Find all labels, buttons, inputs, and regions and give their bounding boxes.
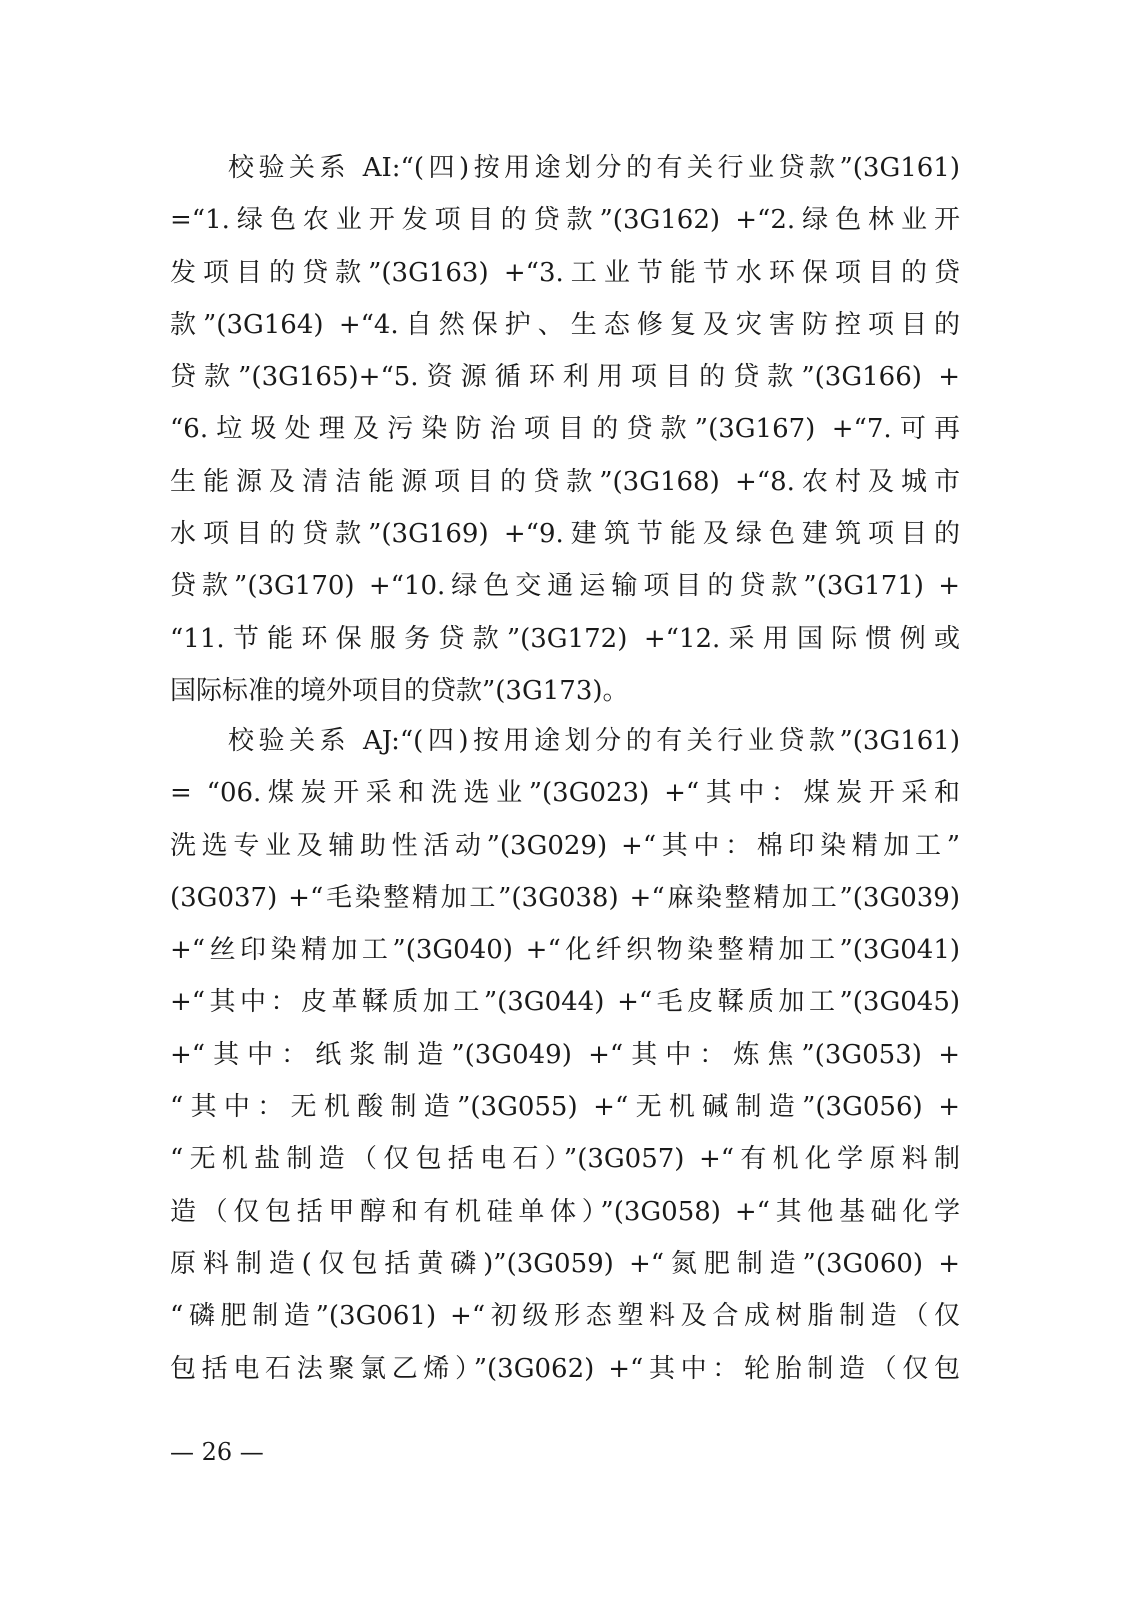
paragraph-line: 国际标准的境外项目的贷款”(3G173)。 [170, 675, 629, 706]
paragraph-line: 水项目的贷款”(3G169) +“9.建筑节能及绿色建筑项目的 [170, 519, 960, 550]
paragraph-line: 洗选专业及辅助性活动”(3G029) +“其中：棉印染精加工” [170, 830, 960, 861]
paragraph-line: “11.节能环保服务贷款”(3G172) +“12.采用国际惯例或 [170, 623, 960, 654]
paragraph-line: 校验关系 AJ:“(四)按用途划分的有关行业贷款”(3G161) [228, 726, 960, 756]
paragraph-aj [170, 715, 960, 1395]
paragraph-line: “6.垃圾处理及污染防治项目的贷款”(3G167) +“7.可再 [170, 414, 960, 445]
page-number: — 26 — [170, 1438, 264, 1466]
paragraph-line: “其中：无机酸制造”(3G055) +“无机碱制造”(3G056) + [170, 1092, 960, 1123]
paragraph-line: 生能源及清洁能源项目的贷款”(3G168) +“8.农村及城市 [170, 466, 960, 497]
paragraph-line: 造（仅包括甲醇和有机硅单体）”(3G058) +“其他基础化学 [170, 1196, 960, 1227]
paragraph-line: +“其中：皮革鞣质加工”(3G044) +“毛皮鞣质加工”(3G045) [170, 987, 960, 1018]
paragraph-line: 贷款”(3G170) +“10.绿色交通运输项目的贷款”(3G171) + [170, 571, 960, 602]
paragraph-line: 款”(3G164) +“4.自然保护、生态修复及灾害防控项目的 [170, 309, 960, 340]
paragraph-line: “磷肥制造”(3G061) +“初级形态塑料及合成树脂制造（仅 [170, 1301, 960, 1332]
paragraph-line: +“其中：纸浆制造”(3G049) +“其中：炼焦”(3G053) + [170, 1039, 960, 1070]
paragraph-line: =“1.绿色农业开发项目的贷款”(3G162) +“2.绿色林业开 [170, 205, 960, 236]
paragraph-line: = “06.煤炭开采和洗选业”(3G023) +“其中：煤炭开采和 [170, 778, 960, 809]
paragraph-line: +“丝印染精加工”(3G040) +“化纤织物染整精加工”(3G041) [170, 935, 960, 966]
paragraph-line: 发项目的贷款”(3G163) +“3.工业节能节水环保项目的贷 [170, 257, 960, 288]
paragraph-line: “无机盐制造（仅包括电石）”(3G057) +“有机化学原料制 [170, 1144, 960, 1175]
paragraph-line: 校验关系 AI:“(四)按用途划分的有关行业贷款”(3G161) [228, 153, 960, 183]
paragraph-line: (3G037) +“毛染整精加工”(3G038) +“麻染整精加工”(3G039) [170, 882, 960, 913]
paragraph-line: 原料制造(仅包括黄磷)”(3G059) +“氮肥制造”(3G060) + [170, 1248, 960, 1279]
paragraph-line: 包括电石法聚氯乙烯）”(3G062) +“其中：轮胎制造（仅包 [170, 1353, 960, 1384]
paragraph-ai [170, 142, 960, 717]
paragraph-line: 贷款”(3G165)+“5.资源循环利用项目的贷款”(3G166) + [170, 362, 960, 393]
